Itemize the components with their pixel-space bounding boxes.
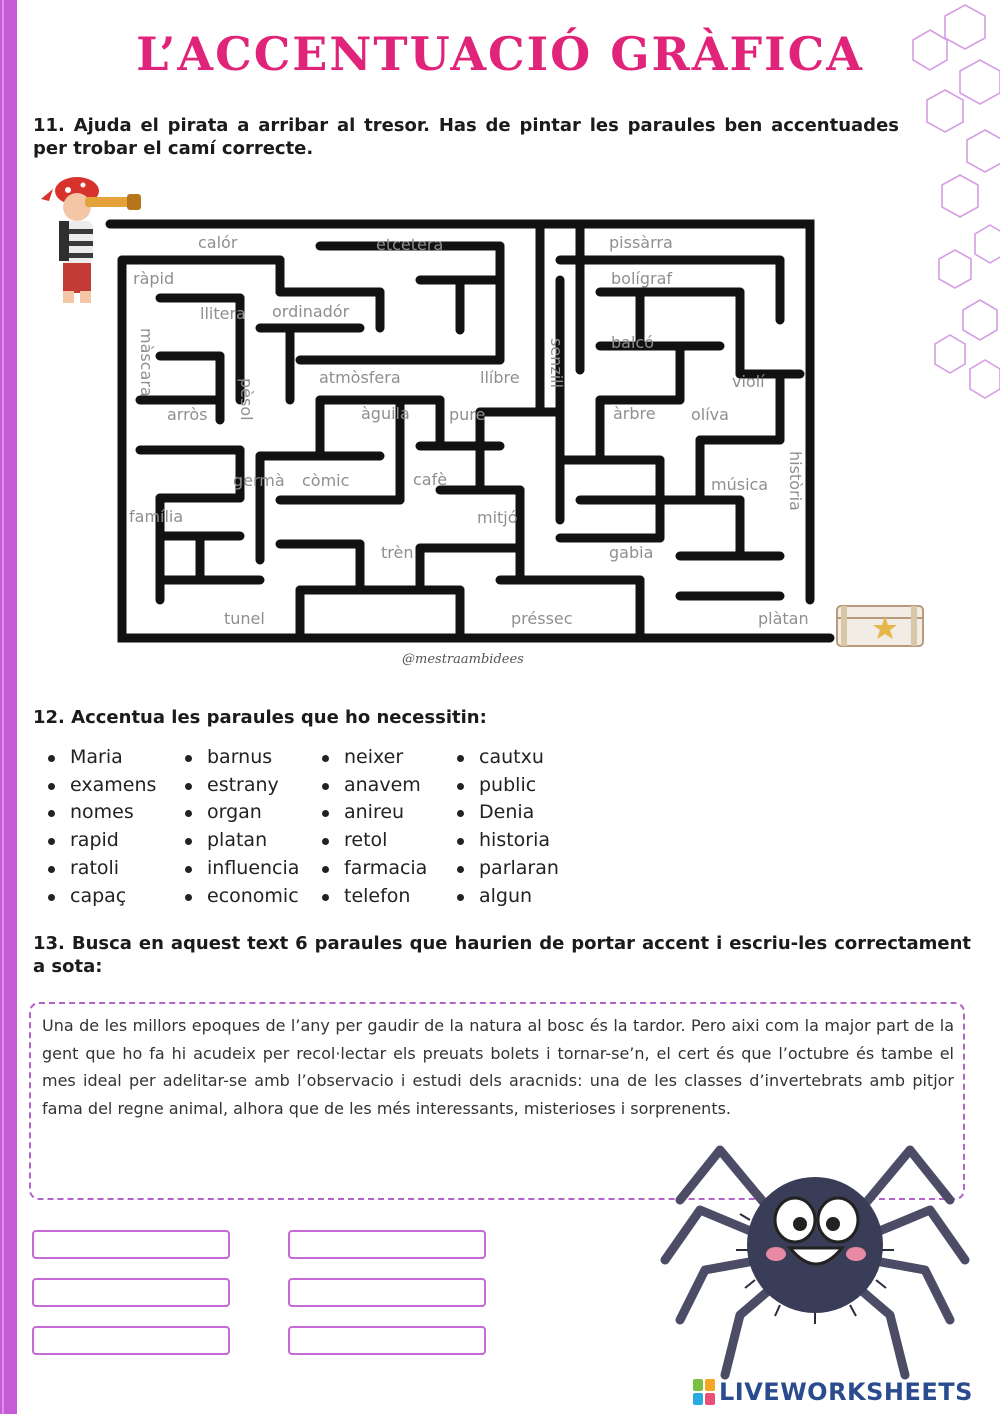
word-list-column-2 (183, 744, 299, 910)
word-item: Denia (455, 799, 559, 827)
word-item: influencia (183, 855, 299, 883)
spider-icon (660, 1140, 970, 1390)
maze-word: pissàrra (609, 233, 673, 252)
answer-input-1[interactable] (32, 1230, 230, 1259)
word-list-column-4 (455, 744, 559, 910)
word-item: historia (455, 827, 559, 855)
maze (40, 160, 940, 680)
maze-word: ràpid (133, 269, 175, 288)
left-border-stripe (0, 0, 17, 1414)
maze-word: violí (732, 372, 765, 391)
word-item: Maria (46, 744, 156, 772)
maze-word: ordinadór (272, 302, 350, 321)
liveworksheets-logo-icon (693, 1379, 715, 1405)
maze-word: etcetera (376, 235, 444, 254)
maze-word: préssec (511, 609, 573, 628)
word-item: examens (46, 772, 156, 800)
answer-input-5[interactable] (32, 1326, 230, 1355)
maze-word: llitera (200, 304, 246, 323)
word-item: estrany (183, 772, 299, 800)
word-item: farmacia (320, 855, 427, 883)
question-12-instruction: 12. Accentua les paraules que ho necessitin: (33, 707, 487, 728)
word-item: neixer (320, 744, 427, 772)
word-item: ratoli (46, 855, 156, 883)
maze-word: plàtan (758, 609, 809, 628)
maze-word: bolígraf (611, 269, 673, 288)
maze-credit: @mestraambidees (402, 652, 524, 667)
word-list-column-1 (46, 744, 156, 910)
liveworksheets-brand (693, 1376, 973, 1408)
maze-word: senzill (547, 338, 566, 389)
word-item: economic (183, 883, 299, 911)
word-item: capaç (46, 883, 156, 911)
page-title: L’ACCENTUACIÓ GRÀFICA (136, 27, 864, 81)
word-list-column-3 (320, 744, 427, 910)
treasure-chest-icon (835, 600, 925, 650)
maze-word: trèn (381, 543, 414, 562)
word-item: retol (320, 827, 427, 855)
maze-word: balcó (611, 333, 654, 352)
answer-input-2[interactable] (288, 1230, 486, 1259)
word-item: anavem (320, 772, 427, 800)
maze-word: calór (198, 233, 238, 252)
word-item: cautxu (455, 744, 559, 772)
maze-word: gabia (609, 543, 654, 562)
word-item: anireu (320, 799, 427, 827)
pirate-icon (35, 163, 145, 313)
maze-word: atmòsfera (319, 368, 401, 387)
reading-passage: Una de les millors epoques de l’any per gaudir de la natura al bosc és la tardor. Pero aixi com la major part de la gent que ho fa hi acudeix per recol·lectar els preuats bolets i tornar-se’n, el cert és que l’octubre és tambe el mes ideal per adelitar-se amb l’observacio i estudi dels aracnids: una de les classes d’invertebrats amb pitjor fama del regne animal, alhora que de les més interessants, misterioses i sorprenents. (42, 1016, 954, 1118)
word-item: telefon (320, 883, 427, 911)
answer-input-4[interactable] (288, 1278, 486, 1307)
word-item: public (455, 772, 559, 800)
maze-word: música (711, 475, 769, 494)
word-item: nomes (46, 799, 156, 827)
maze-word: història (786, 451, 805, 511)
maze-word: cafè (413, 470, 448, 489)
maze-word: família (129, 507, 184, 526)
question-13-instruction: 13. Busca en aquest text 6 paraules que haurien de portar accent i escriu-les correctament a sota: (33, 933, 971, 977)
maze-word: germà (233, 471, 285, 490)
maze-word: tunel (224, 609, 265, 628)
maze-word: mitjó (477, 508, 518, 527)
maze-word: àrbre (613, 404, 656, 423)
maze-word: màscara (137, 328, 156, 397)
maze-word: còmic (302, 471, 350, 490)
word-item: barnus (183, 744, 299, 772)
maze-word: arròs (167, 405, 208, 424)
word-item: organ (183, 799, 299, 827)
word-item: parlaran (455, 855, 559, 883)
question-11-instruction: 11. Ajuda el pirata a arribar al tresor. Has de pintar les paraules ben accentuades per trobar el camí correcte. (33, 115, 899, 159)
maze-word: pèsol (237, 378, 256, 421)
maze-word: olíva (691, 405, 729, 424)
maze-word: llíbre (480, 368, 520, 387)
brand-name: LIVEWORKSHEETS (719, 1378, 973, 1406)
maze-word: pure (449, 405, 486, 424)
answer-input-3[interactable] (32, 1278, 230, 1307)
word-item: platan (183, 827, 299, 855)
word-item: rapid (46, 827, 156, 855)
word-item: algun (455, 883, 559, 911)
answer-input-6[interactable] (288, 1326, 486, 1355)
maze-word: àguila (361, 404, 410, 423)
